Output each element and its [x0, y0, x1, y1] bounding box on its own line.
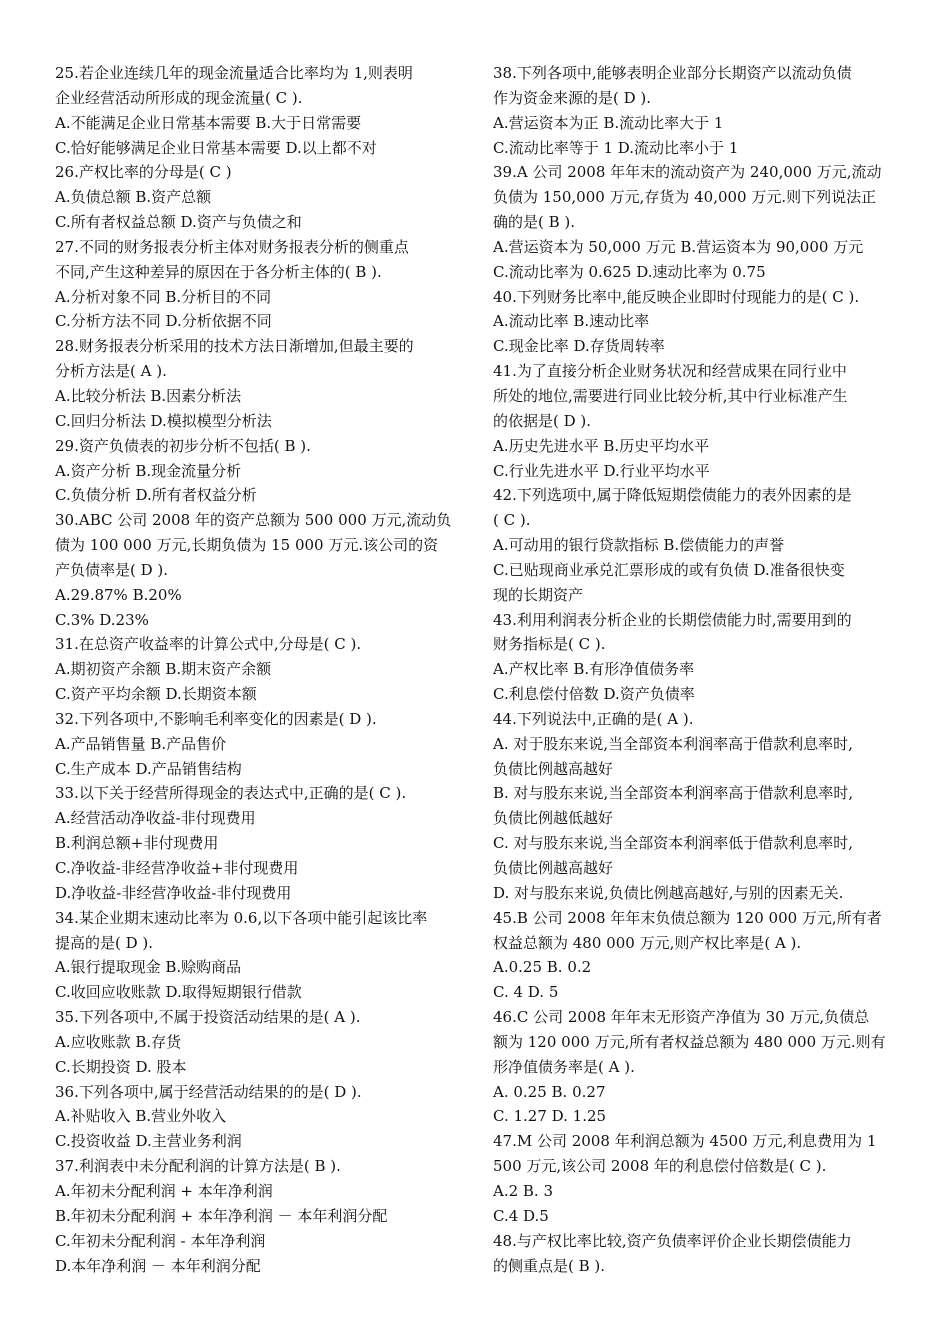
text-line: 的侧重点是( B ). — [493, 1256, 606, 1275]
text-line: 不同,产生这种差异的原因在于各分析主体的( B ). — [55, 262, 382, 281]
text-line: 37.利润表中未分配利润的计算方法是( B ). — [55, 1157, 341, 1176]
text-line: C. 4 D. 5 — [493, 983, 559, 1002]
text-line: A.比较分析法 B.因素分析法 — [55, 386, 242, 405]
text-line: A.29.87% B.20% — [55, 585, 182, 604]
text-line: C.回归分析法 D.模拟模型分析法 — [55, 411, 272, 430]
text-line: A.产权比率 B.有形净值债务率 — [493, 660, 695, 679]
text-line: A.资产分析 B.现金流量分析 — [55, 461, 242, 480]
text-line: 债为 100 000 万元,长期负债为 15 000 万元.该公司的资 — [55, 536, 439, 555]
text-line: A. 0.25 B. 0.27 — [493, 1082, 606, 1101]
text-line: C.利息偿付倍数 D.资产负债率 — [493, 685, 695, 704]
text-line: 38.下列各项中,能够表明企业部分长期资产以流动负债 — [493, 64, 852, 82]
text-line: 40.下列财务比率中,能反映企业即时付现能力的是( C ). — [493, 287, 860, 306]
text-line: B.利润总额+非付现费用 — [55, 834, 219, 853]
text-line: A.补贴收入 B.营业外收入 — [55, 1107, 227, 1126]
text-line: 41.为了直接分析企业财务状况和经营成果在同行业中 — [493, 362, 847, 381]
text-line: 提高的是( D ). — [55, 933, 154, 952]
text-line: A.年初未分配利润 + 本年净利润 — [55, 1181, 273, 1200]
text-line: 企业经营活动所形成的现金流量( C ). — [55, 88, 303, 107]
text-line: C.收回应收账款 D.取得短期银行借款 — [55, 983, 302, 1002]
text-line: A.0.25 B. 0.2 — [493, 958, 592, 977]
text-line: 25.若企业连续几年的现金流量适合比率均为 1,则表明 — [55, 64, 413, 82]
text-line: 47.M 公司 2008 年利润总额为 4500 万元,利息费用为 1 — [493, 1132, 877, 1151]
text-line: A.可动用的银行贷款指标 B.偿债能力的声誉 — [493, 536, 785, 555]
text-line: C.净收益-非经营净收益+非付现费用 — [55, 859, 299, 877]
text-line: 34.某企业期末速动比率为 0.6,以下各项中能引起该比率 — [55, 908, 428, 927]
text-line: A.分析对象不同 B.分析目的不同 — [55, 287, 272, 306]
left-column — [55, 61, 468, 1278]
text-line: 权益总额为 480 000 万元,则产权比率是( A ). — [493, 933, 802, 952]
text-line: 形净值债务率是( A ). — [493, 1057, 635, 1076]
text-line: 分析方法是( A ). — [55, 362, 167, 381]
text-line: D. 对与股东来说,负债比例越高越好,与别的因素无关. — [493, 883, 844, 902]
text-line: 42.下列选项中,属于降低短期偿债能力的表外因素的是 — [493, 486, 852, 505]
text-line: B. 对与股东来说,当全部资本利润率高于借款利息率时, — [493, 784, 854, 803]
text-line: D.本年净利润 － 本年利润分配 — [55, 1256, 261, 1275]
text-line: 36.下列各项中,属于经营活动结果的的是( D ). — [55, 1082, 362, 1101]
text-line: C. 1.27 D. 1.25 — [493, 1107, 607, 1126]
text-line: C.长期投资 D. 股本 — [55, 1057, 187, 1076]
text-line: C.行业先进水平 D.行业平均水平 — [493, 461, 710, 480]
text-line: 46.C 公司 2008 年年末无形资产净值为 30 万元,负债总 — [493, 1008, 870, 1027]
text-line: A.经营活动净收益-非付现费用 — [55, 809, 256, 828]
text-line: C.资产平均余额 D.长期资本额 — [55, 685, 257, 704]
text-line: 45.B 公司 2008 年年末负债总额为 120 000 万元,所有者 — [493, 908, 882, 927]
text-line: ( C ). — [493, 511, 531, 530]
text-line: C.流动比率为 0.625 D.速动比率为 0.75 — [493, 262, 766, 281]
text-line: A.不能满足企业日常基本需要 B.大于日常需要 — [55, 113, 362, 132]
text-line: 负债比例越高越好 — [493, 859, 614, 877]
text-line: C.恰好能够满足企业日常基本需要 D.以上都不对 — [55, 138, 377, 157]
text-line: A.产品销售量 B.产品售价 — [55, 734, 227, 753]
text-line: C.生产成本 D.产品销售结构 — [55, 759, 242, 778]
text-line: 26.产权比率的分母是( C ) — [55, 163, 232, 182]
text-line: 负债为 150,000 万元,存货为 40,000 万元.则下列说法正 — [493, 188, 877, 207]
text-line: 的依据是( D ). — [493, 411, 592, 430]
text-line: A.应收账款 B.存货 — [55, 1032, 182, 1051]
text-line: B.年初未分配利润 + 本年净利润 － 本年利润分配 — [55, 1206, 388, 1225]
text-line: C.已贴现商业承兑汇票形成的或有负债 D.准备很快变 — [493, 560, 845, 579]
text-line: A.期初资产余额 B.期末资产余额 — [55, 660, 272, 679]
text-line: 35.下列各项中,不属于投资活动结果的是( A ). — [55, 1008, 361, 1027]
text-line: 29.资产负债表的初步分析不包括( B ). — [55, 436, 311, 455]
text-line: 30.ABC 公司 2008 年的资产总额为 500 000 万元,流动负 — [55, 511, 452, 530]
text-line: 31.在总资产收益率的计算公式中,分母是( C ). — [55, 635, 362, 654]
text-line: 负债比例越高越好 — [493, 759, 614, 778]
text-line: C.负债分析 D.所有者权益分析 — [55, 486, 257, 505]
text-line: C.4 D.5 — [493, 1206, 549, 1225]
text-line: A.2 B. 3 — [493, 1181, 554, 1200]
text-line: C.所有者权益总额 D.资产与负债之和 — [55, 213, 302, 232]
text-line: A.营运资本为正 B.流动比率大于 1 — [493, 113, 724, 132]
text-line: 500 万元,该公司 2008 年的利息偿付倍数是( C ). — [493, 1157, 827, 1176]
text-line: C. 对与股东来说,当全部资本利润率低于借款利息率时, — [493, 834, 854, 853]
text-line: 额为 120 000 万元,所有者权益总额为 480 000 万元.则有 — [493, 1032, 886, 1051]
text-line: 财务指标是( C ). — [493, 635, 606, 654]
text-line: 27.不同的财务报表分析主体对财务报表分析的侧重点 — [55, 237, 409, 256]
text-line: 33.以下关于经营所得现金的表达式中,正确的是( C ). — [55, 784, 407, 803]
text-line: 产负债率是( D ). — [55, 560, 169, 579]
text-line: C.现金比率 D.存货周转率 — [493, 337, 665, 356]
text-line: A.历史先进水平 B.历史平均水平 — [493, 436, 710, 455]
text-line: 44.下列说法中,正确的是( A ). — [493, 709, 694, 728]
text-line: 现的长期资产 — [493, 585, 584, 604]
text-line: A.营运资本为 50,000 万元 B.营运资本为 90,000 万元 — [493, 237, 864, 256]
text-line: A. 对于股东来说,当全部资本利润率高于借款利息率时, — [493, 734, 853, 753]
right-column — [493, 61, 903, 1278]
text-line: 确的是( B ). — [493, 213, 576, 232]
text-line: C.分析方法不同 D.分析依据不同 — [55, 312, 272, 331]
text-line: C.投资收益 D.主营业务利润 — [55, 1132, 242, 1151]
text-line: C.年初未分配利润 - 本年净利润 — [55, 1231, 266, 1250]
text-line: A.负债总额 B.资产总额 — [55, 188, 212, 207]
text-line: D.净收益-非经营净收益-非付现费用 — [55, 883, 292, 902]
text-line: 43.利用利润表分析企业的长期偿债能力时,需要用到的 — [493, 610, 852, 629]
text-line: A.银行提取现金 B.赊购商品 — [55, 958, 242, 977]
text-line: 28.财务报表分析采用的技术方法日渐增加,但最主要的 — [55, 337, 414, 356]
text-line: 48.与产权比率比较,资产负债率评价企业长期偿债能力 — [493, 1231, 852, 1250]
text-line: C.流动比率等于 1 D.流动比率小于 1 — [493, 138, 739, 157]
text-line: 32.下列各项中,不影响毛利率变化的因素是( D ). — [55, 709, 377, 728]
text-line: A.流动比率 B.速动比率 — [493, 312, 650, 331]
text-line: 作为资金来源的是( D ). — [493, 88, 652, 107]
text-line: 39.A 公司 2008 年年末的流动资产为 240,000 万元,流动 — [493, 163, 882, 182]
text-line: 所处的地位,需要进行同业比较分析,其中行业标准产生 — [493, 386, 848, 405]
text-line: 负债比例越低越好 — [493, 809, 614, 828]
text-line: C.3% D.23% — [55, 610, 149, 629]
